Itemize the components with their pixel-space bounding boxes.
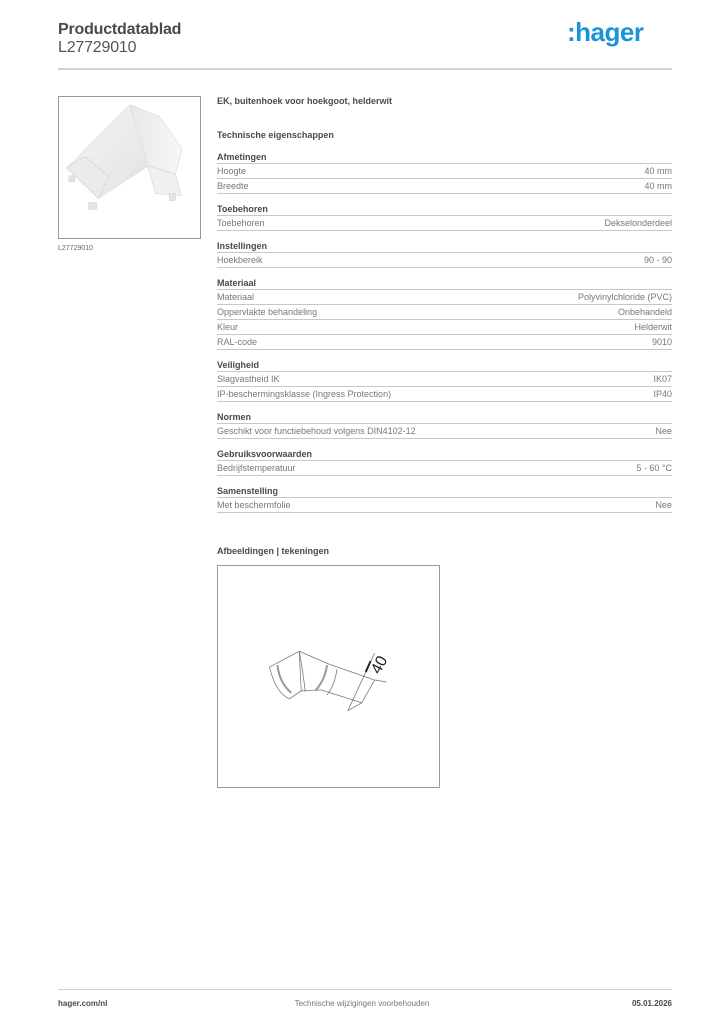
header-divider bbox=[58, 68, 672, 70]
spec-row bbox=[217, 253, 672, 268]
spec-row bbox=[217, 461, 672, 476]
spec-value: 40 mm bbox=[644, 166, 672, 176]
spec-value: 9010 bbox=[651, 337, 672, 347]
spec-label: Oppervlakte behandeling bbox=[217, 307, 318, 317]
spec-row bbox=[217, 498, 672, 513]
spec-row bbox=[217, 424, 672, 439]
technical-properties-title: Technische eigenschappen bbox=[217, 130, 334, 140]
section-samenstelling bbox=[217, 485, 672, 513]
section-title: Normen bbox=[217, 411, 672, 424]
spec-label: Bedrijfstemperatuur bbox=[217, 463, 296, 473]
section-gebruiksvoorwaarden bbox=[217, 448, 672, 476]
section-materiaal bbox=[217, 277, 672, 350]
product-description: EK, buitenhoek voor hoekgoot, helderwit bbox=[217, 96, 393, 106]
spec-label: IP-beschermingsklasse (Ingress Protection) bbox=[217, 389, 392, 399]
technical-drawing bbox=[217, 565, 440, 788]
spec-label: RAL-code bbox=[217, 337, 258, 347]
footer-website-link[interactable]: hager.com/nl bbox=[58, 999, 108, 1008]
image-caption: L27729010 bbox=[58, 245, 94, 252]
spec-label: Geschikt voor functiebehoud volgens DIN4102-12 bbox=[217, 426, 416, 436]
spec-value: Helderwit bbox=[634, 322, 672, 332]
spec-value: Onbehandeld bbox=[617, 307, 672, 317]
document-title: Productdatablad bbox=[58, 21, 182, 38]
spec-row bbox=[217, 179, 672, 194]
section-title: Instellingen bbox=[217, 240, 672, 253]
footer-date: 05.01.2026 bbox=[631, 999, 672, 1008]
hager-logo: :hager bbox=[567, 17, 644, 47]
section-title: Veiligheid bbox=[217, 359, 672, 372]
product-code: L27729010 bbox=[58, 39, 137, 56]
footer-disclaimer: Technische wijzigingen voorbehouden bbox=[294, 999, 430, 1008]
spec-label: Breedte bbox=[217, 181, 249, 191]
spec-label: Met beschermfolie bbox=[217, 500, 291, 510]
spec-value: Nee bbox=[655, 500, 672, 510]
spec-row bbox=[217, 372, 672, 387]
spec-value: 90 - 90 bbox=[643, 255, 672, 265]
spec-row bbox=[217, 216, 672, 231]
dimension-label: 40 bbox=[368, 653, 392, 677]
spec-label: Toebehoren bbox=[217, 218, 265, 228]
spec-row bbox=[217, 164, 672, 179]
spec-value: Nee bbox=[655, 426, 672, 436]
spec-row bbox=[217, 305, 672, 320]
section-title: Afmetingen bbox=[217, 151, 672, 164]
spec-label: Hoekbereik bbox=[217, 255, 263, 265]
spec-row bbox=[217, 387, 672, 402]
spec-row bbox=[217, 335, 672, 350]
section-toebehoren bbox=[217, 203, 672, 231]
section-title: Materiaal bbox=[217, 277, 672, 290]
spec-value: Dekselonderdeel bbox=[604, 218, 672, 228]
spec-label: Hoogte bbox=[217, 166, 247, 176]
spec-row bbox=[217, 320, 672, 335]
spec-label: Slagvastheid IK bbox=[217, 374, 280, 384]
spec-value: IK07 bbox=[653, 374, 672, 384]
spec-label: Materiaal bbox=[217, 292, 255, 302]
corner-piece-photo-icon bbox=[59, 97, 200, 238]
section-veiligheid bbox=[217, 359, 672, 402]
section-normen bbox=[217, 411, 672, 439]
spec-value: Polyvinylchloride (PVC) bbox=[577, 292, 672, 302]
product-photo bbox=[58, 96, 201, 239]
section-title: Samenstelling bbox=[217, 485, 672, 498]
spec-label: Kleur bbox=[217, 322, 239, 332]
spec-row bbox=[217, 290, 672, 305]
spec-value: 5 - 60 °C bbox=[636, 463, 672, 473]
section-afmetingen bbox=[217, 151, 672, 194]
spec-value: 40 mm bbox=[644, 181, 672, 191]
spec-content bbox=[217, 96, 672, 522]
spec-value: IP40 bbox=[653, 389, 672, 399]
drawings-title: Afbeeldingen | tekeningen bbox=[217, 546, 330, 556]
footer-divider bbox=[58, 989, 672, 990]
section-title: Gebruiksvoorwaarden bbox=[217, 448, 672, 461]
section-instellingen bbox=[217, 240, 672, 268]
corner-drawing-icon bbox=[218, 566, 439, 787]
section-title: Toebehoren bbox=[217, 203, 672, 216]
